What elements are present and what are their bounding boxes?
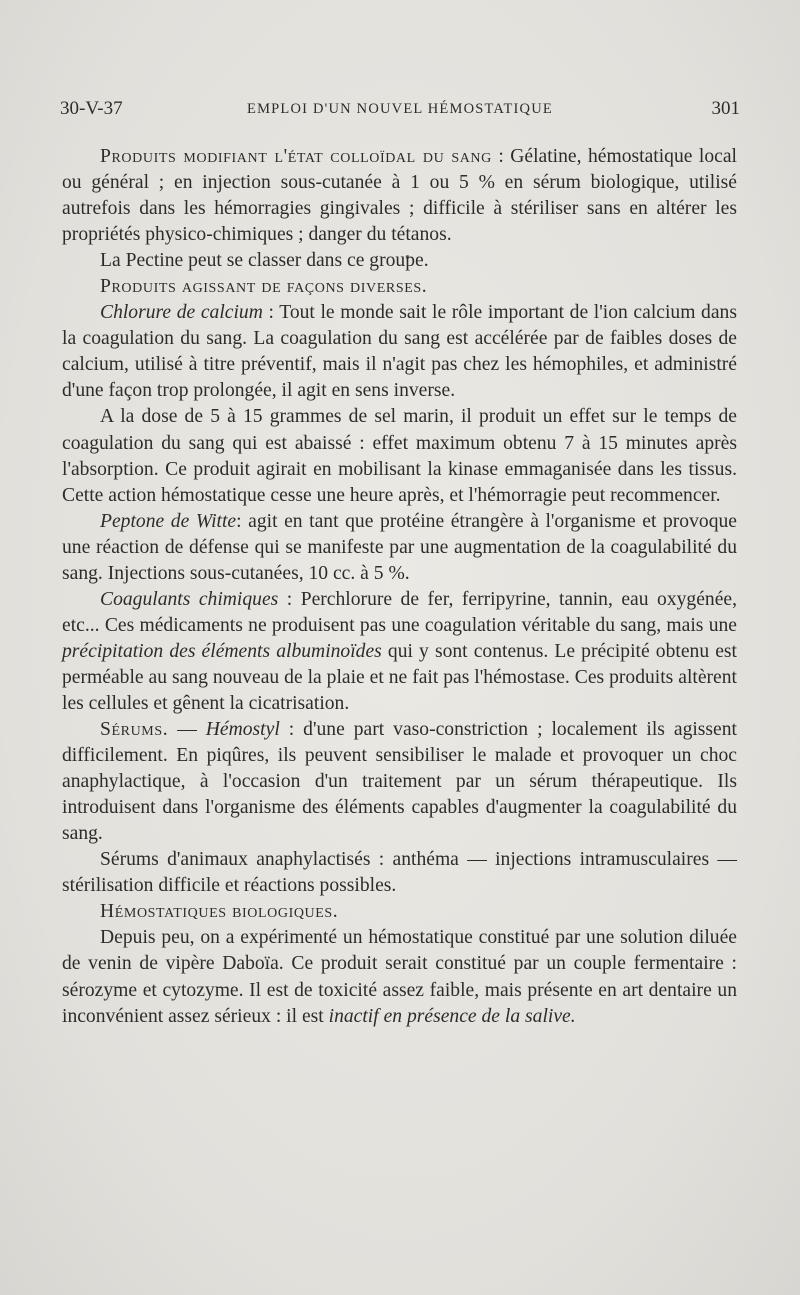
term-peptone: Peptone de Witte xyxy=(100,510,237,532)
paragraph-text: : agit en tant que protéine étrangère à l'organisme et provoque une réaction de défense qui se manifeste par une augmentation de la coagulabilité du sang. Injections sous-cutanées, 10 cc. à 5 %. xyxy=(62,510,737,584)
paragraph-anaphylactises xyxy=(62,847,737,899)
paragraph-biologiques-heading xyxy=(62,899,737,925)
section-heading-diverses: Produits agissant de façons diverses. xyxy=(100,276,428,298)
term-coagulants: Coagulants chimiques xyxy=(100,588,279,610)
paragraph-calcium xyxy=(62,300,737,404)
running-header xyxy=(60,98,740,128)
paragraph-text: : Tout le monde sait le rôle important de l'ion calcium dans la coagulation du sang. La coagulation du sang est accélérée par de faibles doses de calcium, utilisé à titre préventif, mais il n'agit pas chez les hémophiles, et administré d'une façon trop prolongée, il agit en sens inverse. xyxy=(62,302,737,402)
header-date: 30-V-37 xyxy=(60,98,123,119)
term-chlorure-calcium: Chlorure de calcium xyxy=(100,302,263,324)
paragraph-peptone xyxy=(62,509,737,587)
paragraph-text: : d'une part vaso-constriction ; localement ils agissent difficilement. En piqûres, ils peuvent sensibiliser le malade et provoquer un choc anaphylactique, à l'occasion d'un traitement par un sérum thérapeutique. Ils introduisent dans l'organisme des éléments capables d'augmenter la coagulabilité du sang. xyxy=(62,719,737,845)
paragraph-text: qui y sont contenus. Le précipité obtenu est perméable au sang nouveau de la plaie et ne fait pas l'hémostase. Ces produits altèrent les cellules et gênent la cicatrisation. xyxy=(62,640,737,714)
emphasis-precipitation: précipitation des éléments albuminoïdes xyxy=(62,640,382,662)
body-text xyxy=(62,144,737,1030)
paragraph-pectine xyxy=(62,248,737,274)
paragraph-text: Depuis peu, on a expérimenté un hémostatique constitué par une solution diluée de venin de vipère Daboïa. Ce produit serait constitué par un couple fermentaire : sérozyme et cytozyme. Il est de toxicité assez faible, mais présente en art dentaire un inconvénient assez sérieux : il est xyxy=(62,927,737,1027)
emphasis-inactif: inactif en présence de la salive. xyxy=(328,1005,576,1027)
em-dash: — xyxy=(168,719,206,741)
paragraph-coagulants xyxy=(62,587,737,717)
paragraph-text: A la dose de 5 à 15 grammes de sel marin, il produit un effet sur le temps de coagulation du sang qui est abaissé : effet maximum obtenu 7 à 15 minutes après l'absorption. Ce produit agirait en mobilisant la kinase emmaganisée dans les tissus. Cette action hémostatique cesse une heure après, et l'hémorragie peut recommencer. xyxy=(62,406,737,506)
paragraph-text: : Gélatine, hémostatique local ou général ; en injection sous-cutanée à 1 ou 5 % en sérum biologique, utilisé autrefois dans les hémorragies gingivales ; difficile à stériliser sans en altérer les propriétés physico-chimiques ; danger du tétanos. xyxy=(62,146,737,246)
page-number: 301 xyxy=(711,98,740,119)
header-title: EMPLOI D'UN NOUVEL HÉMOSTATIQUE xyxy=(247,101,553,117)
paragraph-venin xyxy=(62,925,737,1029)
section-heading-serums: Sérums. xyxy=(100,719,169,741)
paragraph-serums xyxy=(62,717,737,847)
paragraph-diverses-heading xyxy=(62,274,737,300)
paragraph-text: : Perchlorure de fer, ferripyrine, tannin, eau oxygénée, etc... Ces médicaments ne produisent pas une coagulation véritable du sang, mais une xyxy=(62,588,737,636)
paragraph-colloidal xyxy=(62,144,737,248)
paragraph-sel-marin xyxy=(62,404,737,508)
paragraph-text: Sérums d'animaux anaphylactisés : anthéma — injections intramusculaires — stérilisation difficile et réactions possibles. xyxy=(62,849,737,897)
section-heading-colloidal: Produits modifiant l'état colloïdal du sang xyxy=(100,146,492,167)
section-heading-biologiques: Hémostatiques biologiques. xyxy=(100,901,339,923)
term-hemostyl: Hémostyl xyxy=(205,719,280,741)
paragraph-text: La Pectine peut se classer dans ce groupe. xyxy=(100,250,429,272)
